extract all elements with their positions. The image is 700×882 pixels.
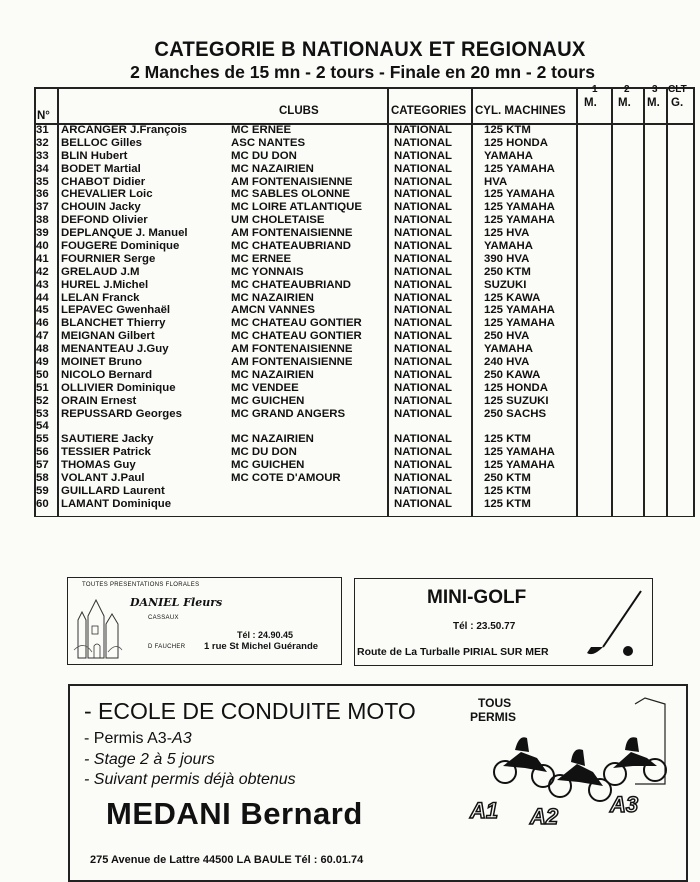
rider-category: NATIONAL <box>394 356 452 369</box>
rider-category: NATIONAL <box>394 240 452 253</box>
florist-brand: DANIEL Fleurs <box>130 596 223 609</box>
rider-name: SAUTIERE Jacky <box>61 433 154 446</box>
table-row <box>34 317 694 330</box>
rider-number: 34 <box>36 162 49 175</box>
rider-name: REPUSSARD Georges <box>61 407 182 420</box>
rider-number: 44 <box>36 291 49 304</box>
rider-machine: 250 KTM <box>484 265 531 278</box>
rider-category: NATIONAL <box>394 278 452 291</box>
table-row <box>34 253 694 266</box>
rider-machine: 125 YAMAHA <box>484 201 555 214</box>
rider-number: 45 <box>36 304 49 317</box>
table-row <box>34 408 694 421</box>
header-num: N° <box>37 110 50 122</box>
rider-name: ARCANGER J.François <box>61 124 187 136</box>
moto-line-suivant: - Suivant permis déjà obtenus <box>84 771 296 788</box>
rider-number: 55 <box>36 433 49 446</box>
rider-name: BLANCHET Thierry <box>61 317 166 330</box>
rider-number: 46 <box>36 317 49 330</box>
rider-machine: 250 SACHS <box>484 407 547 420</box>
rider-number: 54 <box>36 420 49 433</box>
rider-name: CHOUIN Jacky <box>61 201 141 214</box>
rider-category: NATIONAL <box>394 381 452 394</box>
rider-name: DEPLANQUE J. Manuel <box>61 227 188 240</box>
header-categories: CATEGORIES <box>391 105 467 117</box>
table-row <box>34 240 694 253</box>
table-row <box>34 279 694 292</box>
rider-category: NATIONAL <box>394 407 452 420</box>
rider-machine: YAMAHA <box>484 343 533 356</box>
rider-category: NATIONAL <box>394 484 452 497</box>
rider-club: MC CHATEAU GONTIER <box>231 330 362 343</box>
rider-category: NATIONAL <box>394 188 452 201</box>
rider-machine: SUZUKI <box>484 278 527 291</box>
moto-line-stage: - Stage 2 à 5 jours <box>84 751 215 768</box>
moto-school-ad <box>68 684 688 882</box>
table-row <box>34 356 694 369</box>
table-row <box>34 343 694 356</box>
rider-name: FOUGERE Dominique <box>61 240 180 253</box>
table-bottom-rule <box>34 516 694 518</box>
rider-club: MC DU DON <box>231 149 297 162</box>
rider-machine: 125 YAMAHA <box>484 162 555 175</box>
results-table <box>34 84 694 517</box>
rider-club: ASC NANTES <box>231 136 306 149</box>
rider-name: CHABOT Didier <box>61 175 146 188</box>
rider-club: MC VENDEE <box>231 381 299 394</box>
rider-category: NATIONAL <box>394 343 452 356</box>
rider-machine: 390 HVA <box>484 252 530 265</box>
rider-machine: YAMAHA <box>484 240 533 253</box>
rider-number: 40 <box>36 240 49 253</box>
rider-machine: 125 KTM <box>484 484 531 497</box>
rider-category: NATIONAL <box>394 459 452 472</box>
rider-club: AM FONTENAISIENNE <box>231 356 353 369</box>
table-row <box>34 395 694 408</box>
rider-club: MC NAZAIRIEN <box>231 433 314 446</box>
header-clt: CLT <box>668 84 687 95</box>
moto-address: 275 Avenue de Lattre 44500 LA BAULE Tél : 60.01.74 <box>90 854 364 866</box>
rider-club: MC CHATEAUBRIAND <box>231 278 352 291</box>
rider-name: DEFOND Olivier <box>61 214 148 227</box>
table-row <box>34 227 694 240</box>
rider-machine: 125 KAWA <box>484 291 541 304</box>
rider-machine: 125 YAMAHA <box>484 317 555 330</box>
rider-number: 50 <box>36 368 49 381</box>
rider-machine: 125 SUZUKI <box>484 394 549 407</box>
rider-number: 47 <box>36 330 49 343</box>
header-m2-digit: 2 <box>624 84 630 95</box>
golf-club-icon <box>583 589 649 661</box>
rider-machine: 125 YAMAHA <box>484 214 555 227</box>
rider-category: NATIONAL <box>394 252 452 265</box>
header-m1-digit: 1 <box>592 84 598 95</box>
rider-number: 38 <box>36 214 49 227</box>
rider-name: BLIN Hubert <box>61 149 128 162</box>
table-row <box>34 485 694 498</box>
rider-name: OLLIVIER Dominique <box>61 381 176 394</box>
rider-name: GRELAUD J.M <box>61 265 140 278</box>
minigolf-tel: Tél : 23.50.77 <box>453 621 516 632</box>
rider-machine: 125 HONDA <box>484 136 548 149</box>
rider-club: MC NAZAIRIEN <box>231 162 314 175</box>
table-row <box>34 163 694 176</box>
table-row <box>34 472 694 485</box>
table-row <box>34 459 694 472</box>
rider-machine: 125 YAMAHA <box>484 188 555 201</box>
rider-number: 33 <box>36 149 49 162</box>
rider-club: MC ERNEE <box>231 124 292 136</box>
rider-category: NATIONAL <box>394 368 452 381</box>
moto-instructor-name: MEDANI Bernard <box>106 796 363 831</box>
rider-number: 36 <box>36 188 49 201</box>
moto-badge-tous: TOUS <box>478 696 512 710</box>
moto-line-permis <box>84 730 192 748</box>
table-row <box>34 433 694 446</box>
table-row <box>34 498 694 511</box>
rider-club: MC YONNAIS <box>231 265 304 278</box>
rider-name: ORAIN Ernest <box>61 394 137 407</box>
castle-icon <box>72 590 124 660</box>
rider-number: 59 <box>36 484 49 497</box>
table-row <box>34 124 694 137</box>
moto-title: - ECOLE DE CONDUITE MOTO <box>84 698 416 724</box>
table-row <box>34 420 694 433</box>
table-row <box>34 150 694 163</box>
rider-category: NATIONAL <box>394 136 452 149</box>
permit-label: A1 <box>470 798 499 823</box>
page-subtitle: 2 Manches de 15 mn - 2 tours - Finale en 20 mn - 2 tours <box>130 62 595 82</box>
rider-number: 53 <box>36 407 49 420</box>
rider-club: MC ERNEE <box>231 252 292 265</box>
rider-club: AM FONTENAISIENNE <box>231 227 353 240</box>
rider-name: VOLANT J.Paul <box>61 472 145 485</box>
rider-name: TESSIER Patrick <box>61 446 151 459</box>
table-row <box>34 369 694 382</box>
rider-machine: 125 KTM <box>484 497 531 510</box>
rider-category: NATIONAL <box>394 291 452 304</box>
table-row <box>34 266 694 279</box>
rider-category: NATIONAL <box>394 201 452 214</box>
rider-name: LEPAVEC Gwenhaël <box>61 304 171 317</box>
rider-club: AM FONTENAISIENNE <box>231 343 353 356</box>
rider-number: 57 <box>36 459 49 472</box>
table-row <box>34 446 694 459</box>
moto-line-permis-prefix: - Permis A3- <box>84 730 173 747</box>
rider-machine: 125 KTM <box>484 124 531 136</box>
table-row <box>34 382 694 395</box>
minigolf-ad <box>354 578 653 666</box>
header-m3-digit: 3 <box>652 84 658 95</box>
page-title: CATEGORIE B NATIONAUX ET REGIONAUX <box>154 38 586 61</box>
rider-category: NATIONAL <box>394 472 452 485</box>
rider-club: MC GRAND ANGERS <box>231 407 346 420</box>
table-row <box>34 214 694 227</box>
rider-machine: 240 HVA <box>484 356 530 369</box>
rider-category: NATIONAL <box>394 265 452 278</box>
rider-machine: 125 KTM <box>484 433 531 446</box>
rider-category: NATIONAL <box>394 394 452 407</box>
rider-name: CHEVALIER Loic <box>61 188 153 201</box>
rider-category: NATIONAL <box>394 214 452 227</box>
rider-name: LELAN Franck <box>61 291 140 304</box>
rider-number: 56 <box>36 446 49 459</box>
rider-name: MOINET Bruno <box>61 356 142 369</box>
minigolf-title: MINI-GOLF <box>427 587 527 608</box>
rider-number: 31 <box>36 124 49 136</box>
rider-number: 48 <box>36 343 49 356</box>
rider-machine: 250 KAWA <box>484 368 541 381</box>
table-row <box>34 330 694 343</box>
rider-machine: 125 YAMAHA <box>484 446 555 459</box>
table-row <box>34 292 694 305</box>
rider-club: MC GUICHEN <box>231 394 305 407</box>
rider-category: NATIONAL <box>394 304 452 317</box>
header-m1: M. <box>584 97 597 109</box>
rider-name: NICOLO Bernard <box>61 368 153 381</box>
rider-machine: 125 YAMAHA <box>484 304 555 317</box>
rider-name: MENANTEAU J.Guy <box>61 343 169 356</box>
rider-machine: 125 HONDA <box>484 381 548 394</box>
rider-number: 37 <box>36 201 49 214</box>
header-clt-g: G. <box>671 97 684 109</box>
minigolf-address: Route de La Turballe PIRIAL SUR MER <box>357 646 549 658</box>
rider-name: MEIGNAN Gilbert <box>61 330 155 343</box>
table-row <box>34 176 694 189</box>
rider-club: MC CHATEAU GONTIER <box>231 317 362 330</box>
rider-category: NATIONAL <box>394 330 452 343</box>
rider-category: NATIONAL <box>394 317 452 330</box>
florist-tagline: TOUTES PRESENTATIONS FLORALES <box>82 582 200 588</box>
permit-label: A3 <box>610 792 639 817</box>
rider-name: BODET Martial <box>61 162 141 175</box>
rider-number: 58 <box>36 472 49 485</box>
rider-category: NATIONAL <box>394 446 452 459</box>
rider-category: NATIONAL <box>394 124 452 136</box>
rider-category: NATIONAL <box>394 433 452 446</box>
header-m3: M. <box>647 97 660 109</box>
rider-club: MC NAZAIRIEN <box>231 291 314 304</box>
table-row <box>34 201 694 214</box>
rider-category: NATIONAL <box>394 149 452 162</box>
rider-machine: 125 YAMAHA <box>484 459 555 472</box>
permit-label: A2 <box>530 804 559 829</box>
table-row <box>34 304 694 317</box>
florist-address: 1 rue St Michel Guérande <box>204 641 319 652</box>
rider-name: GUILLARD Laurent <box>61 484 165 497</box>
header-machines: CYL. MACHINES <box>475 105 566 117</box>
rider-machine: 250 HVA <box>484 330 530 343</box>
rider-number: 35 <box>36 175 49 188</box>
table-body <box>34 124 694 511</box>
header-clubs: CLUBS <box>279 105 319 117</box>
florist-ad <box>67 577 342 665</box>
rider-category: NATIONAL <box>394 162 452 175</box>
rider-machine: HVA <box>484 175 508 188</box>
rider-machine: 250 KTM <box>484 472 531 485</box>
rider-number: 39 <box>36 227 49 240</box>
rider-name: LAMANT Dominique <box>61 497 172 510</box>
rider-name: FOURNIER Serge <box>61 252 156 265</box>
rider-club: MC CHATEAUBRIAND <box>231 240 352 253</box>
rider-club: MC GUICHEN <box>231 459 305 472</box>
moto-line-permis-italic: A3 <box>172 730 192 747</box>
header-m2: M. <box>618 97 631 109</box>
rider-number: 41 <box>36 252 49 265</box>
rider-club: AMCN VANNES <box>231 304 315 317</box>
rider-number: 42 <box>36 265 49 278</box>
rider-club: MC NAZAIRIEN <box>231 368 314 381</box>
rider-club: UM CHOLETAISE <box>231 214 325 227</box>
rider-category: NATIONAL <box>394 497 452 510</box>
rider-club: MC LOIRE ATLANTIQUE <box>231 201 362 214</box>
rider-number: 32 <box>36 136 49 149</box>
rider-club: MC SABLES OLONNE <box>231 188 350 201</box>
rider-machine: YAMAHA <box>484 149 533 162</box>
rider-number: 60 <box>36 497 49 510</box>
table-row <box>34 137 694 150</box>
rider-name: BELLOC Gilles <box>61 136 143 149</box>
florist-tel: Tél : 24.90.45 <box>237 630 294 640</box>
rider-name: HUREL J.Michel <box>61 278 149 291</box>
rider-name: THOMAS Guy <box>61 459 136 472</box>
rider-category: NATIONAL <box>394 227 452 240</box>
rider-number: 49 <box>36 356 49 369</box>
rider-club: AM FONTENAISIENNE <box>231 175 353 188</box>
moto-badge-permis: PERMIS <box>470 710 517 724</box>
rider-machine: 125 HVA <box>484 227 530 240</box>
table-row <box>34 188 694 201</box>
rider-club: MC COTE D'AMOUR <box>231 472 341 485</box>
rider-category: NATIONAL <box>394 175 452 188</box>
rider-number: 52 <box>36 394 49 407</box>
rider-club: MC DU DON <box>231 446 297 459</box>
florist-small-line: CASSAUX <box>148 615 179 621</box>
florist-owner: D FAUCHER <box>148 644 186 650</box>
rider-number: 43 <box>36 278 49 291</box>
rider-number: 51 <box>36 381 49 394</box>
